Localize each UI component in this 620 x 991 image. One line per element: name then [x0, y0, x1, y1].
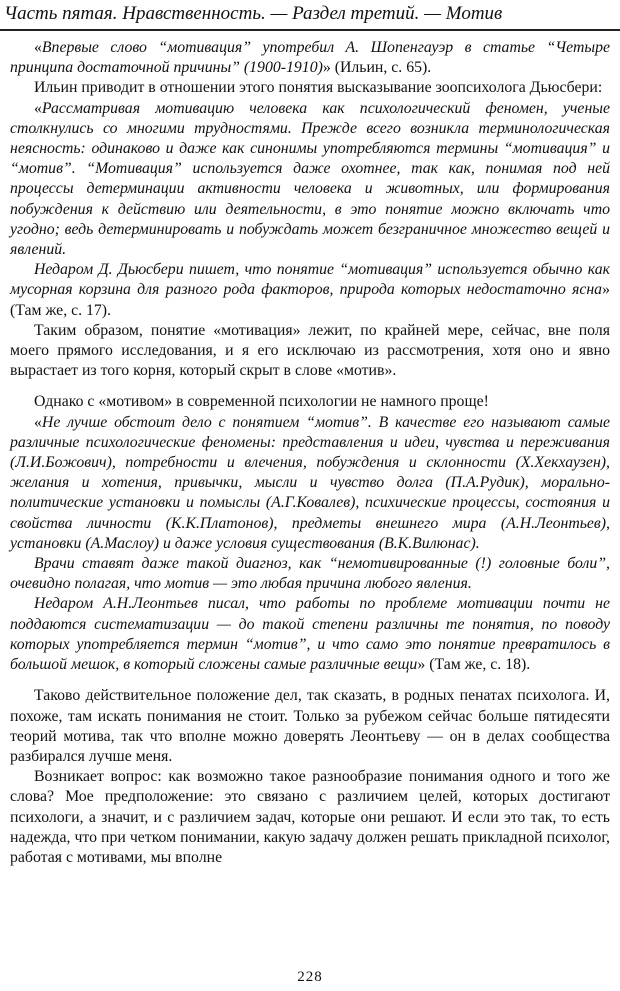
quote-paragraph: Недаром Д. Дьюсбери пишет, что понятие “мотивация” используется обычно как мусорная корзина для разного рода факторов, природа которых недостаточно ясна» (Там же, с. 17). — [10, 261, 610, 319]
paragraph: Таким образом, понятие «мотивация» лежит, по крайней мере, сейчас, вне поля моего прямого исследования, и я его исключаю из рассмотрения, хотя оно и явно вырастает из того корня, который скрыт в слове «мотив». — [10, 321, 610, 380]
paragraph: Ильин приводит в отношении этого понятия высказывание зоопсихолога Дьюсбери: — [34, 79, 603, 97]
page-body — [10, 38, 610, 868]
quote-paragraph: «Рассматривая мотивацию человека как психологический феномен, ученые столкнулись со многими трудностями. Прежде всего возникла терминологическая неясность: одинаково и даже как синонимы употребляются термины “мотивация” и “мотив”. “Мотивация” используется даже охотнее, так как, понимая под ней процессы детерминации активности человека и животных, или формирования побуждения к действию или деятельности, в это понятие можно включать что угодно; ведь детерминировать и побуждать может безграничное множество вещей и явлений. — [10, 99, 610, 259]
paragraph: Однако с «мотивом» в современной психологии не намного проще! — [34, 393, 489, 411]
paragraph: Таково действительное положение дел, так сказать, в родных пенатах психолога. И, похоже, там искать понимания не стоит. Только за рубежом сейчас больше пятидесяти теорий мотива, так что вполне можно доверять Леонтьеву — он в делах сообщества разбирался лучше меня. — [10, 687, 610, 765]
running-header: Часть пятая. Нравственность. — Раздел третий. — Мотив — [4, 3, 503, 24]
header-rule — [0, 29, 620, 31]
page-number: 228 — [297, 969, 323, 985]
paragraph: «Впервые слово “мотивация” употребил А. Шопенгауэр в статье “Четыре принципа достаточной причины” (1900-1910)» (Ильин, с. 65). — [10, 39, 610, 77]
quote-paragraph: Врачи ставят даже такой диагноз, как “немотивированные (!) головные боли”, очевидно полагая, что мотив — это любая причина любого явления. — [10, 555, 610, 593]
paragraph: Возникает вопрос: как возможно такое разнообразие понимания одного и того же слова? Мое предположение: это связано с различием целей, которых достигают психологи, а значит, и с различием задач, которые они решают. И если это так, то есть надежда, что при четком понимании, какую задачу должен решать прикладной психолог, работая с мотивами, мы вполне — [10, 768, 610, 866]
quote-paragraph: Недаром А.Н.Леонтьев писал, что работы по проблеме мотивации почти не поддаются систематизации — до такой степени различны те понятия, по поводу которых употребляется термин “мотив”, и что само это понятие превратилось в большой мешок, в который сложены самые различные вещи» (Там же, с. 18). — [10, 595, 610, 674]
quote-paragraph: «Не лучше обстоит дело с понятием “мотив”. В качестве его называют самые различные психологические феномены: представления и идеи, чувства и переживания (Л.И.Божович), потребности и влечения, побуждения и склонности (Х.Хекхаузен), желания и хотения, привычки, мысли и чувство долга (П.А.Рудик), морально-политические установки и помыслы (А.Г.Ковалев), психические процессы, состояния и свойства личности (К.К.Платонов), предметы внешнего мира (А.Н.Леонтьев), установки (А.Маслоу) и даже условия существования (В.К.Вилюнас). — [10, 413, 610, 552]
